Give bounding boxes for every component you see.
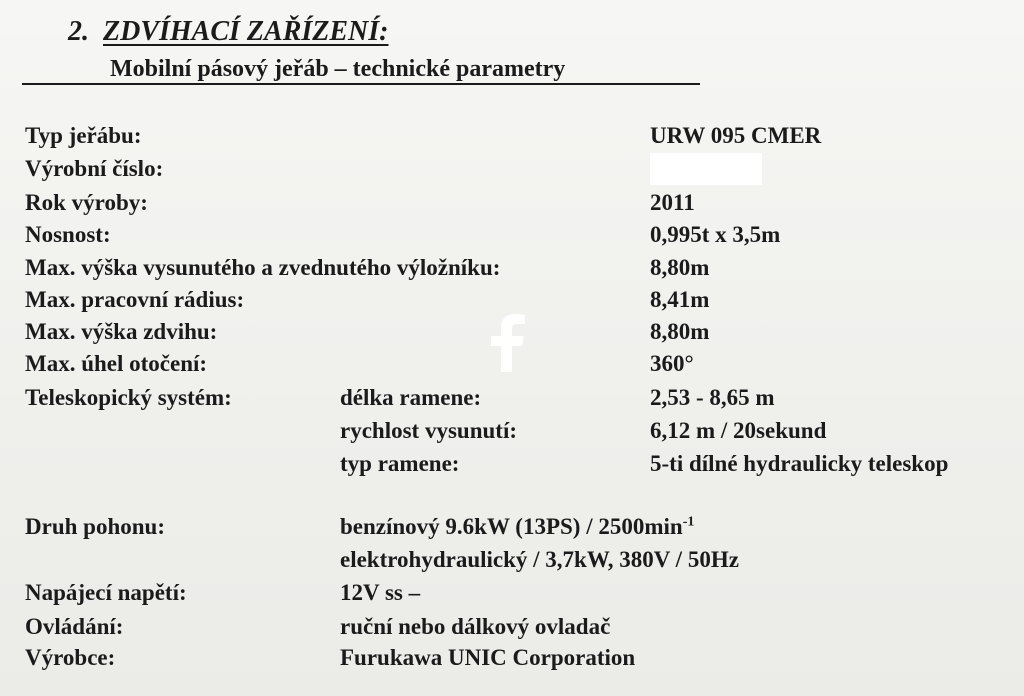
param-sublabel: typ ramene: [340,451,460,476]
param-row-drive-2 [0,547,1024,577]
param-row-control [0,614,1024,644]
param-value: 12V ss – [340,580,421,605]
param-value [340,514,694,540]
param-label: Výrobce: [25,645,116,670]
param-row-capacity [0,222,1024,252]
param-row-year [0,190,1024,220]
param-label: Nosnost: [25,222,111,247]
redacted-serial-number [650,153,762,185]
param-label: Max. výška vysunutého a zvednutého výložníku: [25,255,501,280]
drive-value-exponent: -1 [682,514,695,530]
param-label: Rok výroby: [25,190,148,215]
param-row-drive [0,514,1024,544]
param-row-type [0,123,1024,153]
param-value: elektrohydraulický / 3,7kW, 380V / 50Hz [340,547,739,572]
subtitle-underline [22,83,700,85]
param-row-boom-height [0,255,1024,285]
param-row-radius [0,287,1024,317]
param-sublabel: délka ramene: [340,385,482,410]
param-label: Teleskopický systém: [25,385,232,410]
param-value: ruční nebo dálkový ovladač [340,614,611,639]
param-value: 360° [650,351,694,376]
section-heading [68,16,389,48]
facebook-f-icon [482,314,534,372]
param-row-voltage [0,580,1024,610]
param-row-manufacturer [0,645,1024,675]
param-label: Napájecí napětí: [25,580,187,605]
param-row-arm-type [0,451,1024,481]
param-row-telescopic [0,385,1024,415]
param-value: 0,995t x 3,5m [650,222,781,247]
param-value: URW 095 CMER [650,123,822,148]
param-value: 8,80m [650,319,710,344]
param-value: 6,12 m / 20sekund [650,418,827,443]
param-value: 8,41m [650,287,710,312]
param-row-extension-speed [0,418,1024,448]
param-label: Výrobní číslo: [25,156,164,181]
param-label: Druh pohonu: [25,514,165,539]
param-value: Furukawa UNIC Corporation [340,645,636,670]
param-sublabel: rychlost vysunutí: [340,418,517,443]
param-value: 2,53 - 8,65 m [650,385,775,410]
param-label: Max. pracovní rádius: [25,287,245,312]
param-label: Max. výška zdvihu: [25,319,218,344]
document-subtitle: Mobilní pásový jeřáb – technické parametry [110,56,566,82]
param-value: 2011 [650,190,695,215]
param-label: Typ jeřábu: [25,123,142,148]
param-label: Ovládání: [25,614,124,639]
drive-value-text: benzínový 9.6kW (13PS) / 2500min [340,514,683,539]
param-label: Max. úhel otočení: [25,351,208,376]
param-row-serial [0,156,1024,186]
param-value: 5-ti dílné hydraulicky teleskop [650,451,949,476]
section-title: ZDVÍHACÍ ZAŘÍZENÍ: [103,16,389,47]
param-value: 8,80m [650,255,710,280]
section-number: 2. [68,16,89,47]
